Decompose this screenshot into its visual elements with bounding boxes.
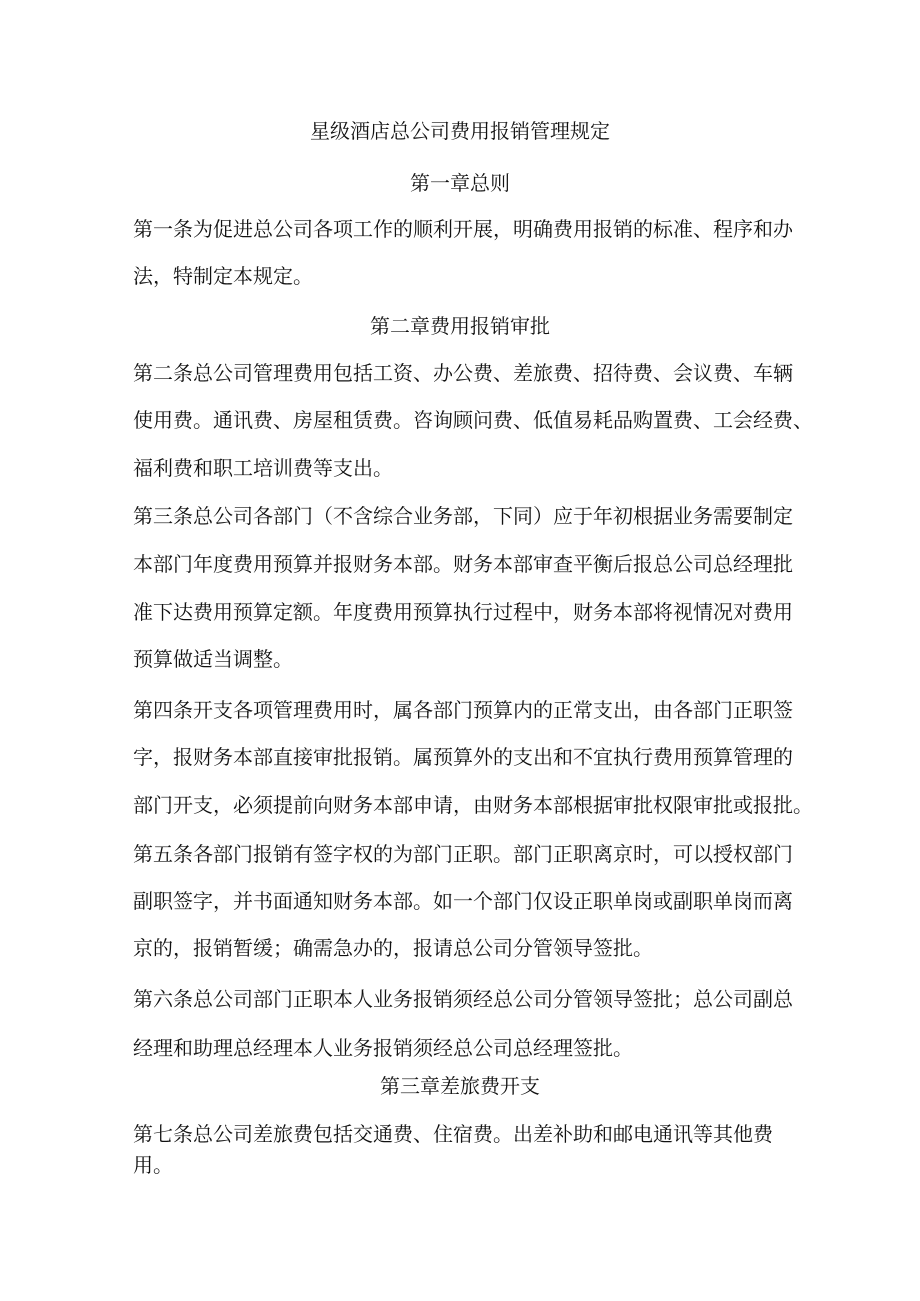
article-line: 京的，报销暂缓；确需急办的，报请总公司分管领导签批。 <box>133 936 653 960</box>
document-title: 星级酒店总公司费用报销管理规定 <box>310 119 610 143</box>
article-line: 本部门年度费用预算并报财务本部。财务本部审查平衡后报总公司总经理批 <box>133 552 793 576</box>
article-line: 第四条开支各项管理费用时，属各部门预算内的正常支出，由各部门正职签 <box>133 698 793 722</box>
article-line: 福利费和职工培训费等支出。 <box>133 456 393 480</box>
article-line: 使用费。通讯费、房屋租赁费。咨询顾问费、低值易耗品购置费、工会经费、 <box>133 408 813 432</box>
article-line: 副职签字，并书面通知财务本部。如一个部门仅设正职单岗或副职单岗而离 <box>133 889 793 913</box>
article-line: 部门开支，必须提前向财务本部申请，由财务本部根据审批权限审批或报批。 <box>133 793 813 817</box>
article-line: 准下达费用预算定额。年度费用预算执行过程中，财务本部将视情况对费用 <box>133 600 793 624</box>
article-line: 用。 <box>133 1153 173 1177</box>
article-line: 法，特制定本规定。 <box>133 264 313 288</box>
article-line: 第七条总公司差旅费包括交通费、住宿费。出差补助和邮电通讯等其他费 <box>133 1122 773 1146</box>
article-line: 第三条总公司各部门（不含综合业务部，下同）应于年初根据业务需要制定 <box>133 504 793 528</box>
article-line: 第五条各部门报销有签字权的为部门正职。部门正职离京时，可以授权部门 <box>133 842 793 866</box>
article-line: 第六条总公司部门正职本人业务报销须经总公司分管领导签批；总公司副总 <box>133 987 793 1011</box>
article-line: 第一条为促进总公司各项工作的顺利开展，明确费用报销的标准、程序和办 <box>133 217 793 241</box>
chapter-heading: 第三章差旅费开支 <box>380 1074 540 1098</box>
article-line: 经理和助理总经理本人业务报销须经总公司总经理签批。 <box>133 1036 633 1060</box>
article-line: 预算做适当调整。 <box>133 647 293 671</box>
chapter-heading: 第一章总则 <box>410 171 510 195</box>
article-line: 字，报财务本部直接审批报销。属预算外的支出和不宜执行费用预算管理的 <box>133 745 793 769</box>
chapter-heading: 第二章费用报销审批 <box>370 314 550 338</box>
article-line: 第二条总公司管理费用包括工资、办公费、差旅费、招待费、会议费、车辆 <box>133 361 793 385</box>
